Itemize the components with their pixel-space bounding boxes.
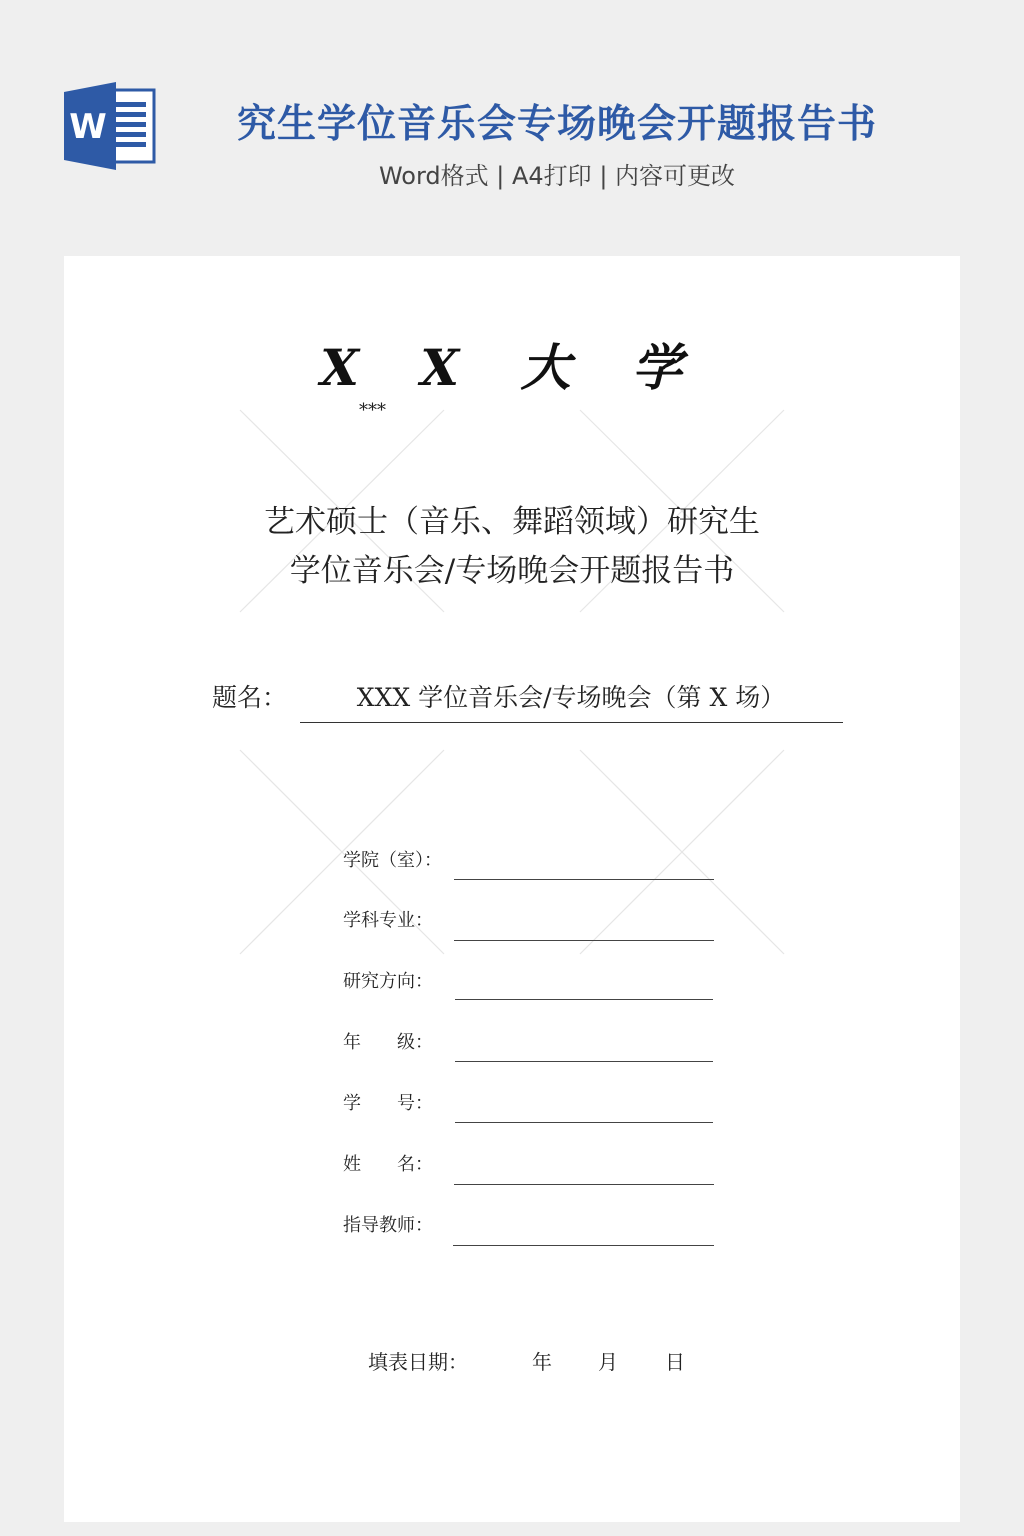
document-page xyxy=(64,256,960,1522)
field-line-student-id[interactable] xyxy=(455,1122,713,1123)
field-label-name: 姓 名： xyxy=(343,1154,433,1175)
main-title-line-2: 学位音乐会/专场晚会开题报告书 xyxy=(289,553,735,589)
field-line-advisor[interactable] xyxy=(453,1245,714,1246)
field-label-student-id: 学 号： xyxy=(343,1093,433,1114)
field-line-college[interactable] xyxy=(454,879,714,880)
field-label-grade: 年 级： xyxy=(343,1032,433,1053)
field-label-advisor: 指导教师： xyxy=(343,1215,433,1236)
page-title: 究生学位音乐会专场晚会开题报告书 xyxy=(236,102,877,147)
date-label: 填表日期： xyxy=(368,1350,468,1374)
field-label-major: 学科专业： xyxy=(343,910,433,931)
date-month: 月 xyxy=(598,1350,618,1374)
word-doc-icon xyxy=(64,82,156,170)
date-year: 年 xyxy=(532,1350,552,1374)
topic-label: 题名： xyxy=(212,683,288,712)
date-day: 日 xyxy=(665,1350,685,1374)
university-title: X X 大 学 xyxy=(320,338,704,397)
topic-underline xyxy=(300,722,843,723)
field-line-grade[interactable] xyxy=(455,1061,713,1062)
field-line-name[interactable] xyxy=(454,1184,714,1185)
main-title-line-1: 艺术硕士（音乐、舞蹈领域）研究生 xyxy=(264,504,760,540)
field-line-research[interactable] xyxy=(455,999,713,1000)
topic-field[interactable]: XXX 学位音乐会/专场晚会（第 X 场） xyxy=(356,683,786,712)
field-label-college: 学院（室）： xyxy=(343,850,442,871)
word-logo-letter: W xyxy=(69,107,107,147)
page-subtitle: Word格式 | A4打印 | 内容可更改 xyxy=(378,162,736,190)
field-label-research: 研究方向： xyxy=(343,971,433,992)
field-line-major[interactable] xyxy=(454,940,714,941)
stars-mark: *** xyxy=(359,400,386,421)
watermark-lines xyxy=(64,256,960,1522)
